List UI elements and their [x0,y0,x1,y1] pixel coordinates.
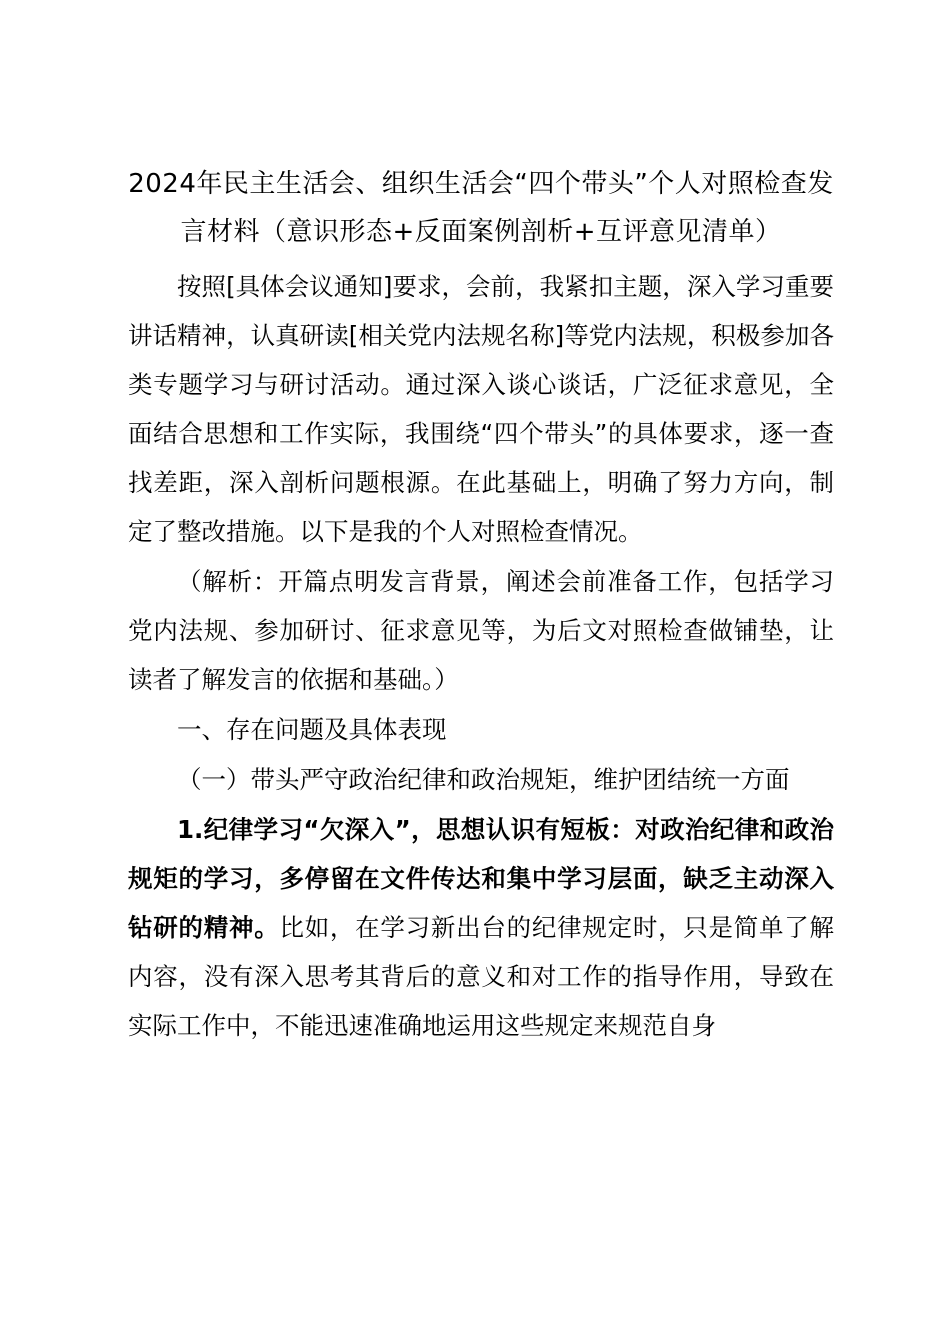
document-body [128,160,834,1050]
analysis-paragraph: （解析：开篇点明发言背景，阐述会前准备工作，包括学习党内法规、参加研讨、征求意见等，为后文对照检查做铺垫，让读者了解发言的依据和基础。） [128,567,834,694]
point-bold-lead: 1.纪律学习“欠深入”，思想认识有短板：对政治纪律和政治规矩的学习，多停留在文件传达和集中学习层面，缺乏主动深入钻研的精神。 [128,815,834,942]
subsection-heading: （一）带头严守政治纪律和政治规矩，维护团结统一方面 [177,765,790,794]
point-paragraph [128,805,834,1050]
section-heading: 一、存在问题及具体表现 [177,715,447,744]
point-body-text: 比如，在学习新出台的纪律规定时，只是简单了解内容，没有深入思考其背后的意义和对工作的指导作用，导致在实际工作中，不能迅速准确地运用这些规定来规范自身 [128,913,835,1040]
intro-paragraph: 按照[具体会议通知]要求，会前，我紧扣主题，深入学习重要讲话精神，认真研读[相关党内法规名称]等党内法规，积极参加各类专题学习与研讨活动。通过深入谈心谈话，广泛征求意见，全面结合思想和工作实际，我围绕“四个带头”的具体要求，逐一查找差距，深入剖析问题根源。在此基础上，明确了努力方向，制定了整改措施。以下是我的个人对照检查情况。 [128,272,834,546]
document-title: 2024年民主生活会、组织生活会“四个带头”个人对照检查发言材料（意识形态+反面案例剖析+互评意见清单） [128,169,834,247]
